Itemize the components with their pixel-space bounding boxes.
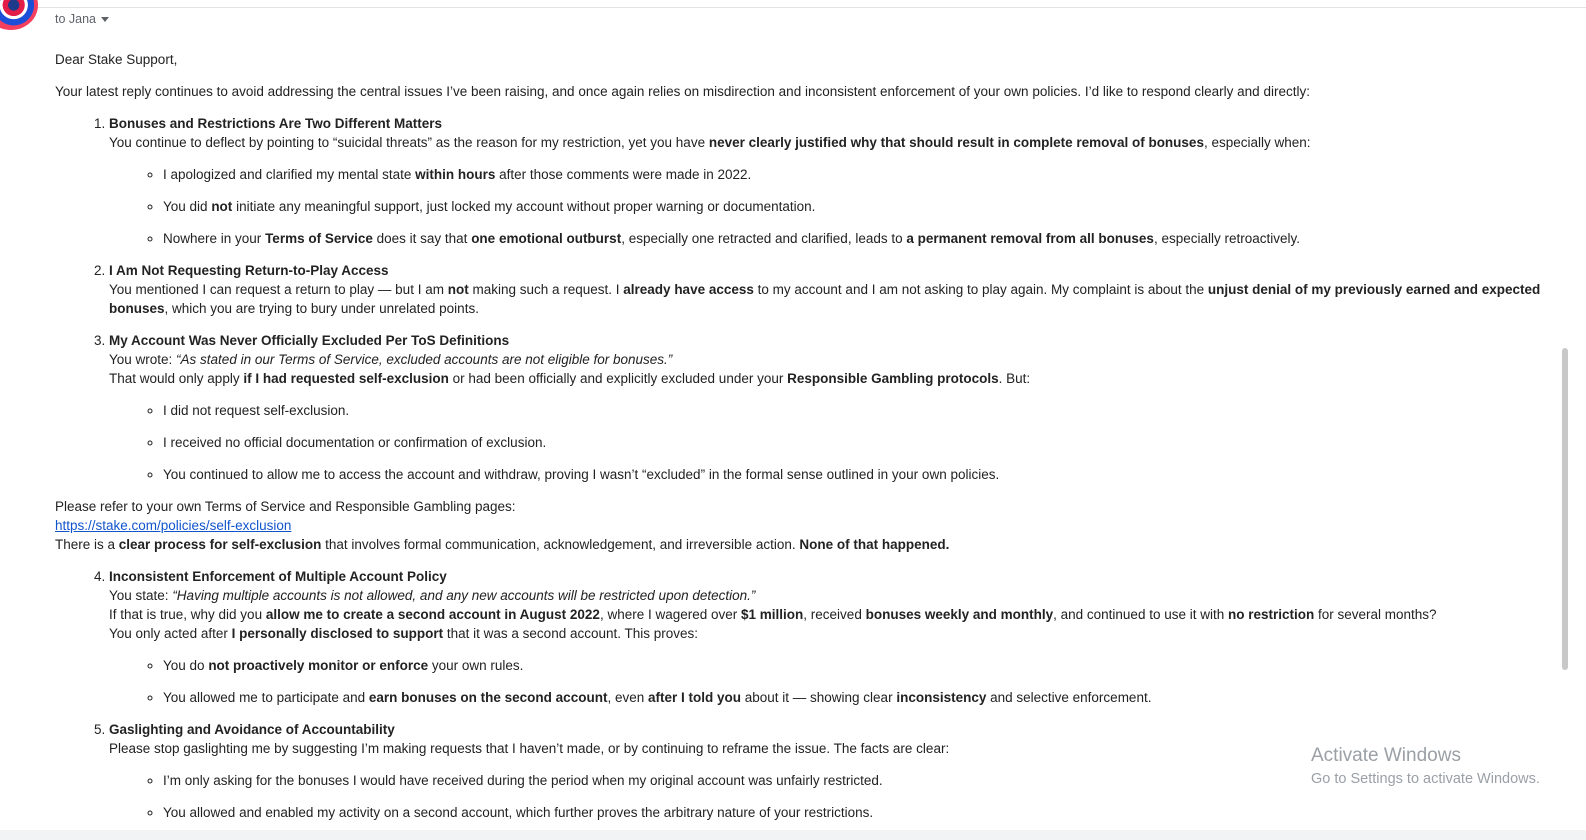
bullet-item: [163, 656, 1545, 675]
bold-run: I personally disclosed to support: [231, 626, 444, 641]
issues-list-1: [55, 114, 1545, 484]
sender-avatar[interactable]: [0, 0, 38, 30]
bold-run: within hours: [415, 167, 496, 182]
recipient-label: to Jana: [55, 12, 97, 26]
bullet-item: [163, 229, 1545, 248]
text-run: after those comments were made in 2022.: [495, 167, 752, 182]
text-run: , which you are trying to bury under unrelated points.: [164, 301, 479, 316]
bold-run: earn bonuses on the second account: [368, 690, 608, 705]
text-run: There is a: [55, 537, 119, 552]
bold-run: None of that happened.: [799, 537, 950, 552]
activate-windows-watermark: [1311, 745, 1540, 787]
bold-run: never clearly justified why that should result in complete removal of bonuses: [708, 135, 1204, 150]
text-run: , and continued to use it with: [1053, 607, 1228, 622]
text-run: your own rules.: [428, 658, 524, 673]
text-run: , received: [803, 607, 866, 622]
text-run: That would only apply: [109, 371, 244, 386]
bold-run: unjust denial of my previously earned and expected bonuses: [109, 282, 1541, 316]
issue-title: I Am Not Requesting Return-to-Play Access: [109, 263, 389, 278]
quote: “As stated in our Terms of Service, excluded accounts are not eligible for bonuses.”: [176, 352, 673, 367]
watermark-subtitle: Go to Settings to activate Windows.: [1311, 771, 1540, 787]
chevron-down-icon[interactable]: [101, 17, 109, 22]
text-run: does it say that: [372, 231, 472, 246]
text-run: making such a request. I: [468, 282, 624, 297]
text-run: You mentioned I can request a return to play — but I am: [109, 282, 448, 297]
bold-run: inconsistency: [896, 690, 987, 705]
bold-run: allow me to create a second account in August 2022: [265, 607, 600, 622]
bold-run: not: [447, 282, 469, 297]
issue-item-4: [109, 567, 1545, 707]
email-body: [55, 50, 1545, 835]
self-exclusion-link[interactable]: https://stake.com/policies/self-exclusion: [55, 518, 292, 533]
bold-run: Responsible Gambling protocols: [787, 371, 999, 386]
bold-run: already have access: [623, 282, 754, 297]
bullet-item: [163, 197, 1545, 216]
bullet-item: ◦ You continued to allow me to access the account and withdraw, proving I wasn’t “excluded” in the formal sense outlined in your own policies.: [163, 465, 1545, 484]
text-run: . But:: [998, 371, 1031, 386]
text-run: initiate any meaningful support, just locked my account without proper warning or documentation.: [232, 199, 816, 214]
bullet-item: ◦ I did not request self-exclusion.: [163, 401, 1545, 420]
quote: “Having multiple accounts is not allowed, and any new accounts will be restricted upon detection.”: [172, 588, 756, 603]
recipient-line[interactable]: [55, 12, 109, 26]
bullet-item: [163, 688, 1545, 707]
intro-paragraph: Your latest reply continues to avoid addressing the central issues I’ve been raising, and once again relies on misdirection and inconsistent enforcement of your own policies. I’d like to respond clearly and directly:: [55, 84, 1310, 99]
bullet-item: ◦ I’m only asking for the bonuses I would have received during the period when my original account was unfairly restricted.: [163, 771, 1545, 790]
watermark-title: Activate Windows: [1311, 745, 1461, 766]
bold-run: no restriction: [1228, 607, 1315, 622]
text-run: I apologized and clarified my mental state: [163, 167, 416, 182]
bold-run: after I told you: [647, 690, 741, 705]
text-run: You state:: [109, 588, 173, 603]
bold-run: not proactively monitor or enforce: [208, 658, 429, 673]
issue-item-1: [109, 114, 1545, 248]
bullet-item: ◦ You allowed and enabled my activity on a second account, which further proves the arbitrary nature of your restrictions.: [163, 803, 1545, 822]
greeting: Dear Stake Support,: [55, 52, 178, 67]
vertical-scrollbar[interactable]: [1562, 348, 1568, 670]
issue-item-2: [109, 261, 1545, 318]
text-run: , even: [607, 690, 648, 705]
bold-run: clear process for self-exclusion: [118, 537, 322, 552]
text-run: about it — showing clear: [740, 690, 897, 705]
text-run: for several months?: [1314, 607, 1437, 622]
text-run: , especially retroactively.: [1153, 231, 1300, 246]
bottom-bar: [0, 830, 1586, 840]
bold-run: Terms of Service: [265, 231, 373, 246]
bold-run: a permanent removal from all bonuses: [906, 231, 1154, 246]
issue-title: Inconsistent Enforcement of Multiple Account Policy: [109, 569, 447, 584]
issue-item-3: [109, 331, 1545, 484]
issue-title: Bonuses and Restrictions Are Two Different Matters: [109, 116, 443, 131]
issue-title: My Account Was Never Officially Excluded Per ToS Definitions: [109, 333, 510, 348]
text-run: You wrote:: [109, 352, 177, 367]
bullet-item: [163, 165, 1545, 184]
text-run: , especially when:: [1203, 135, 1311, 150]
text-run: If that is true, why did you: [109, 607, 266, 622]
text-run: You only acted after: [109, 626, 232, 641]
header-divider: [0, 7, 1586, 8]
text-run: and selective enforcement.: [986, 690, 1152, 705]
text-run: Please stop gaslighting me by suggesting I’m making requests that I haven’t made, or by continuing to reframe the issue. The facts are clear:: [109, 741, 950, 756]
text-run: , especially one retracted and clarified, leads to: [621, 231, 907, 246]
bullet-list: [109, 656, 1545, 707]
bold-run: one emotional outburst: [471, 231, 622, 246]
process-line: [55, 535, 1545, 554]
bold-run: $1 million: [741, 607, 804, 622]
bold-run: not: [211, 199, 233, 214]
refer-line: Please refer to your own Terms of Service and Responsible Gambling pages:: [55, 499, 516, 514]
text-run: Nowhere in your: [163, 231, 266, 246]
text-run: You allowed me to participate and: [163, 690, 369, 705]
text-run: You do: [163, 658, 209, 673]
bullet-list: [109, 165, 1545, 248]
bullet-item: ◦ I received no official documentation or confirmation of exclusion.: [163, 433, 1545, 452]
text-run: You did: [163, 199, 212, 214]
bold-run: if I had requested self-exclusion: [243, 371, 449, 386]
text-run: , where I wagered over: [599, 607, 742, 622]
text-run: that involves formal communication, acknowledgement, and irreversible action.: [321, 537, 800, 552]
text-run: that it was a second account. This proves:: [443, 626, 699, 641]
text-run: or had been officially and explicitly excluded under your: [448, 371, 788, 386]
bold-run: bonuses weekly and monthly: [865, 607, 1054, 622]
issue-title: Gaslighting and Avoidance of Accountability: [109, 722, 395, 737]
bullet-list: [109, 401, 1545, 484]
text-run: to my account and I am not asking to play again. My complaint is about the: [753, 282, 1208, 297]
text-run: You continue to deflect by pointing to “suicidal threats” as the reason for my restriction, yet you have: [109, 135, 709, 150]
